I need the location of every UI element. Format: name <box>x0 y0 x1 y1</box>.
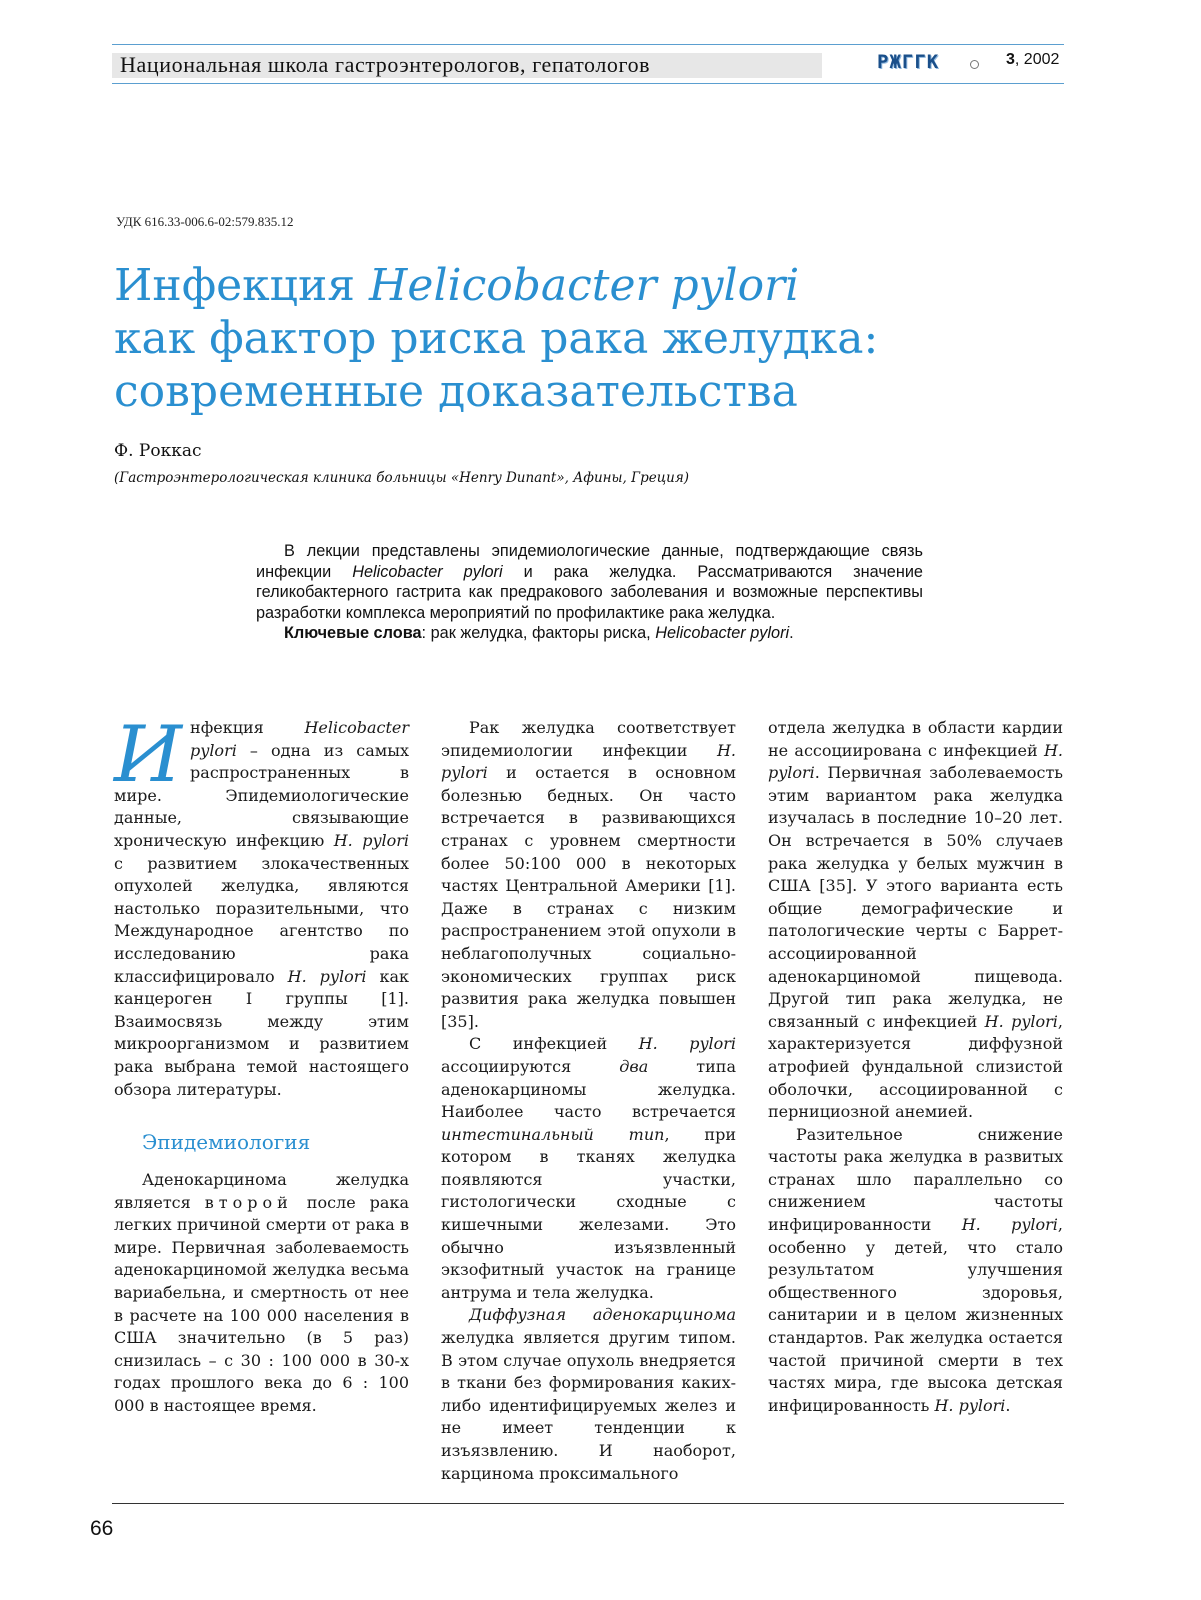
issue-year: , 2002 <box>1014 51 1060 68</box>
journal-school-title: Национальная школа гастроэнтерологов, гепатологов <box>120 52 651 77</box>
paragraph: отдела желудка в области кардии не ассоциирована с инфекцией H. pylori. Первичная заболеваемость этим вариантом рака желудка изучалась в последние 10–20 лет. Он встречается в 50% случаев рака желудка у белых мужчин в США [35]. У этого варианта есть общие демографические и патологические черты с Баррет-ассоциированной аденокарциномой пищевода. Другой тип рака желудка, не связанный с инфекцией H. pylori, характеризуется диффузной атрофией фундальной слизистой оболочки, ассоциированной с пернициозной анемией. <box>768 718 1063 1122</box>
header-top-rule <box>112 44 1064 45</box>
title-line-2: как фактор риска рака желудка: <box>114 313 879 364</box>
issue-number: 3 <box>1006 51 1015 68</box>
journal-logo: РЖГГК <box>877 51 940 73</box>
body-column-3 <box>768 717 1063 1417</box>
article-title <box>114 259 1014 418</box>
section-heading-epidemiology: Эпидемиология <box>142 1130 311 1155</box>
title-line-1: Инфекция Helicobacter pylori <box>114 260 800 311</box>
paragraph: С инфекцией H. pylori ассоциируются два типа аденокарциномы желудка. Наиболее часто встречается интестинальный тип, при котором в тканях желудка появляются участки, гистологически сходные с кишечными железами. Это обычно изъязвленный экзофитный участок на границе антрума и тела желудка. <box>441 1034 736 1302</box>
title-line-3: современные доказательства <box>114 366 798 417</box>
paragraph: Рак желудка соответствует эпидемиологии инфекции H. pylori и остается в основном болезнью бедных. Он часто встречается в развивающихся странах с уровнем смертности более 50:100 000 в некоторых частях Центральной Америки [1]. Даже в странах с низким распространением этой опухоли в неблагополучных социально-экономических группах риск развития рака желудка повышен [35]. <box>441 718 736 1031</box>
paragraph: Диффузная аденокарцинома желудка является другим типом. В этом случае опухоль внедряется в ткани без формирования каких-либо идентифицируемых желез и не имеет тенденции к изъязвлению. И наоборот, карцинома проксимального <box>441 1305 736 1483</box>
drop-cap: И <box>114 710 183 800</box>
author-name: Ф. Роккас <box>114 441 202 461</box>
body-column-1 <box>114 710 409 1418</box>
header-bottom-rule <box>112 83 1064 84</box>
epidemiology-paragraph: Аденокарцинома желудка является второй после рака легких причиной смерти от рака в мире. Первичная заболеваемость аденокарциномой желудка весьма вариабельна, и смертность от нее в расчете на 100 000 населения в США значительно (в 5 раз) снизилась – с 30 : 100 000 в 30-х годах прошлого века до 6 : 100 000 в настоящее время. <box>114 1170 409 1416</box>
author-affiliation: (Гастроэнтерологическая клиника больницы «Henry Dunant», Афины, Греция) <box>114 470 690 486</box>
issue-info <box>1006 51 1059 69</box>
intro-paragraph: Инфекция Helicobacter pylori – одна из самых распространенных в мире. Эпидемиологические данные, связывающие хроническую инфекцию H. pylori с развитием злокачественных опухолей желудка, являются настолько поразительными, что Международное агентство по исследованию рака классифицировало H. pylori как канцероген I группы [1]. Взаимосвязь между этим микроорганизмом и развитием рака выбрана темой настоящего обзора литературы. <box>114 710 409 1099</box>
circle-bullet-icon <box>970 60 979 69</box>
body-column-2 <box>441 717 736 1485</box>
udk-code: УДК 616.33-006.6-02:579.835.12 <box>116 214 294 229</box>
abstract-text: В лекции представлены эпидемиологические данные, подтверждающие связь инфекции Helicobacter pylori и рака желудка. Рассматриваются значение геликобактерного гастрита как предракового заболевания и возможные перспективы разработки комплекса мероприятий по профилактике рака желудка. <box>256 542 923 622</box>
keywords: Ключевые слова: рак желудка, факторы риска, Helicobacter pylori. <box>284 624 794 642</box>
footer-rule <box>112 1503 1064 1504</box>
page-number: 66 <box>90 1517 114 1540</box>
abstract <box>256 541 923 644</box>
paragraph: Разительное снижение частоты рака желудка в развитых странах шло параллельно со снижением частоты инфицированности H. pylori, особенно у детей, что стало результатом улучшения общественного здоровья, санитарии и в целом жизненных стандартов. Рак желудка остается частой причиной смерти в тех частях мира, где высока детская инфицированность H. pylori. <box>768 1124 1063 1415</box>
